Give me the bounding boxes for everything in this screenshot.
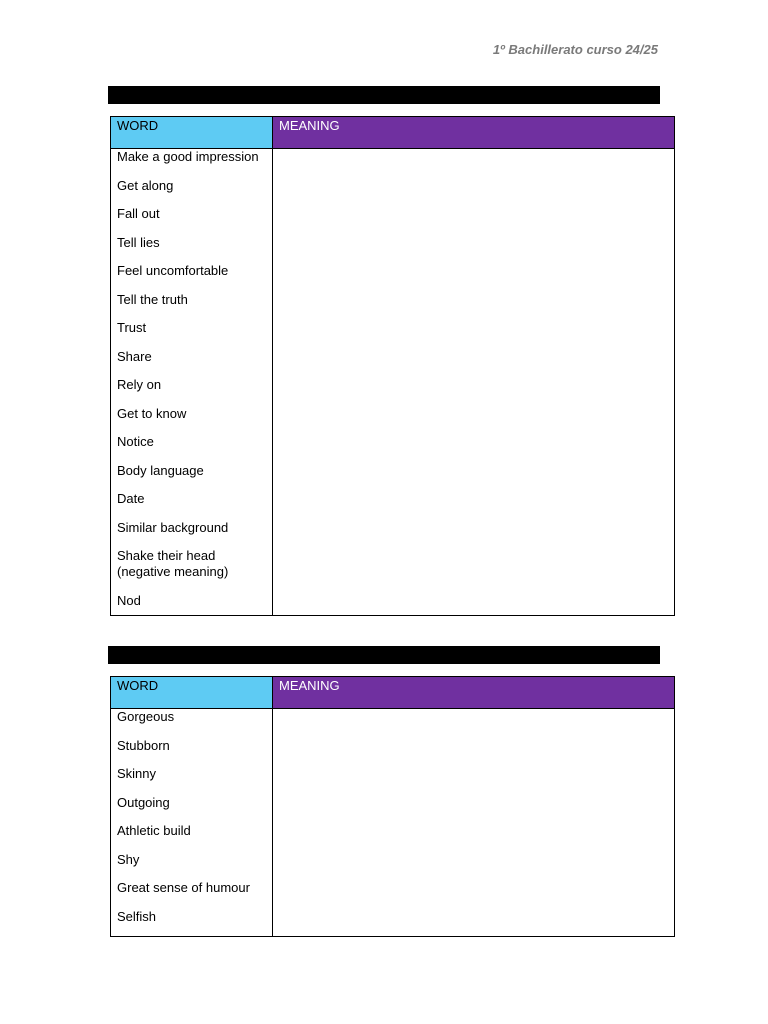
vocab-table-1 xyxy=(110,116,675,616)
word-cell: Share xyxy=(117,348,152,364)
word-cell: Rely on xyxy=(117,377,162,392)
word-cell: Athletic build xyxy=(117,823,191,838)
word-cell: Make a good impression xyxy=(117,149,259,164)
word-cell: Shy xyxy=(117,851,140,867)
meaning-column xyxy=(273,709,674,936)
word-cell: Notice xyxy=(117,434,154,449)
word-cell: Outgoing xyxy=(117,794,170,810)
word-cell: Similar background xyxy=(117,519,229,535)
course-header: 1º Bachillerato curso 24/25 xyxy=(492,42,658,57)
table-header xyxy=(111,677,674,709)
words-column xyxy=(111,149,273,615)
vocab-table-2 xyxy=(110,676,675,937)
word-cell: Great sense of humour xyxy=(117,880,250,895)
table-body xyxy=(111,709,674,936)
word-column-header: WORD xyxy=(111,117,273,148)
word-cell: Gorgeous xyxy=(117,709,175,724)
section-bar-1 xyxy=(108,86,660,104)
section-bar-2 xyxy=(108,646,660,664)
word-cell: Shake their head (negative meaning) xyxy=(117,548,229,579)
table-body xyxy=(111,149,674,615)
meaning-column-header: MEANING xyxy=(273,117,674,148)
table-header xyxy=(111,117,674,149)
words-column xyxy=(111,709,273,936)
word-column-header: WORD xyxy=(111,677,273,708)
word-cell: Fall out xyxy=(117,206,160,221)
meaning-column-header: MEANING xyxy=(273,677,674,708)
word-cell: Get to know xyxy=(117,405,187,421)
word-cell: Date xyxy=(117,491,145,506)
word-cell: Get along xyxy=(117,177,174,193)
word-cell: Trust xyxy=(117,320,147,335)
word-cell: Body language xyxy=(117,462,204,478)
word-cell: Stubborn xyxy=(117,737,170,753)
word-cell: Feel uncomfortable xyxy=(117,263,229,278)
word-cell: Selfish xyxy=(117,908,157,924)
word-cell: Tell the truth xyxy=(117,291,188,307)
word-cell: Skinny xyxy=(117,766,157,781)
word-cell: Nod xyxy=(117,592,141,608)
meaning-column xyxy=(273,149,674,615)
word-cell: Tell lies xyxy=(117,234,160,250)
